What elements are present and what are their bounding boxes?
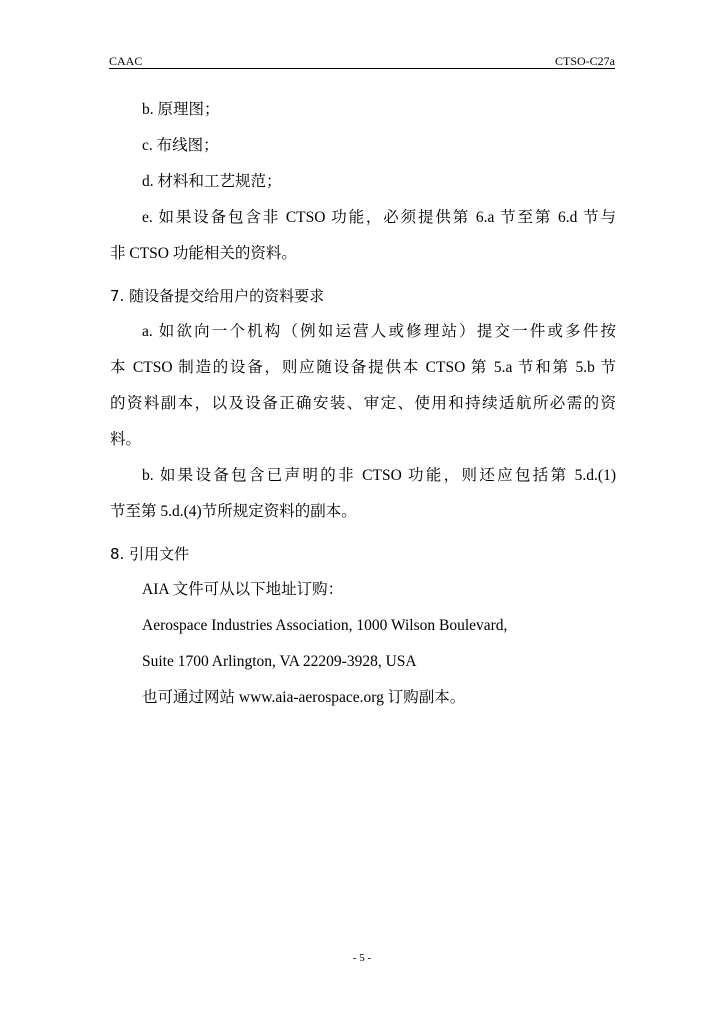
section-7a-line2: 本 CTSO 制造的设备，则应随设备提供本 CTSO 第 5.a 节和第 5.b 节 xyxy=(110,359,616,376)
section-8-address-line1: Aerospace Industries Association, 1000 Wilson Boulevard, xyxy=(142,617,508,634)
section-8-address-line2: Suite 1700 Arlington, VA 22209-3928, USA xyxy=(142,653,417,670)
list-item-e-line1: e. 如果设备包含非 CTSO 功能，必须提供第 6.a 节至第 6.d 节与 xyxy=(142,209,616,226)
section-7a-line1: a. 如欲向一个机构（例如运营人或修理站）提交一件或多件按 xyxy=(142,323,616,340)
header-doc-id: CTSO-C27a xyxy=(555,54,615,68)
section-7-heading: 7. 随设备提交给用户的资料要求 xyxy=(110,287,325,305)
section-8-line1: AIA 文件可从以下地址订购： xyxy=(142,581,344,598)
list-item-e-line2: 非 CTSO 功能相关的资料。 xyxy=(110,245,297,262)
document-body xyxy=(110,92,616,716)
section-7a-line3: 的资料副本，以及设备正确安装、审定、使用和持续适航所必需的资 xyxy=(110,395,616,412)
list-item-c: c. 布线图； xyxy=(142,137,219,154)
page-header xyxy=(109,52,615,72)
section-8-heading: 8. 引用文件 xyxy=(110,545,190,563)
header-divider xyxy=(109,68,615,69)
section-7b-line2: 节至第 5.d.(4)节所规定资料的副本。 xyxy=(110,503,357,520)
section-7a-line4: 料。 xyxy=(110,431,142,448)
header-org: CAAC xyxy=(109,54,143,68)
page-number: - 5 - xyxy=(352,952,372,964)
list-item-d: d. 材料和工艺规范； xyxy=(142,173,282,190)
section-8-website-line: 也可通过网站 www.aia-aerospace.org 订购副本。 xyxy=(142,689,466,706)
list-item-b: b. 原理图； xyxy=(142,101,220,118)
section-7b-line1: b. 如果设备包含已声明的非 CTSO 功能，则还应包括第 5.d.(1) xyxy=(142,467,616,484)
